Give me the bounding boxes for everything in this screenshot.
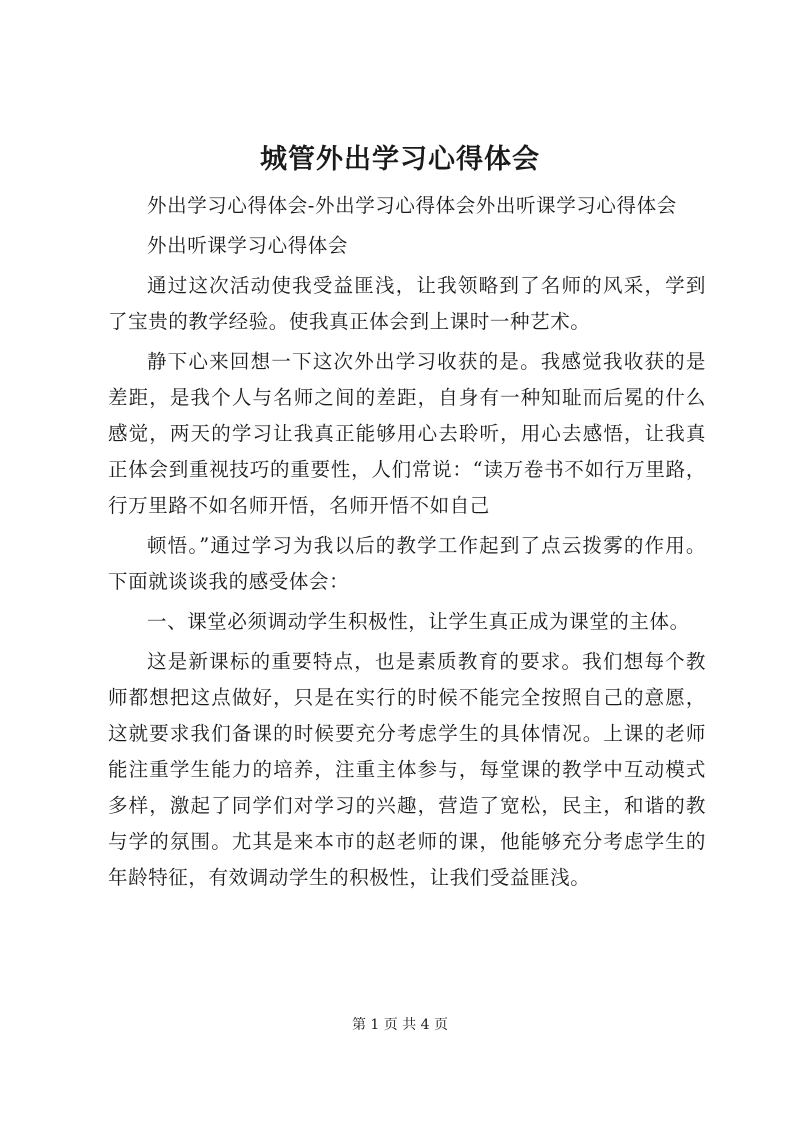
paragraph-3: 通过这次活动使我受益匪浅，让我领略到了名师的风采，学到了宝贵的教学经验。使我真正体会到上课时一种艺术。 <box>108 274 706 333</box>
page-title: 城管外出学习心得体会 <box>260 144 540 175</box>
paragraph-2: 外出听课学习心得体会 <box>147 234 349 257</box>
document-body <box>108 188 706 896</box>
page-footer: 第 1 页 共 4 页 <box>351 1017 449 1033</box>
paragraph-7: 这是新课标的重要特点，也是素质教育的要求。我们想每个教师都想把这点做好，只是在实行的时候不能完全按照自己的意愿，这就要求我们备课的时候要充分考虑学生的具体情况。上课的老师能注重学生能力的培养，注重主体参与，每堂课的教学中互动模式多样，激起了同学们对学习的兴趣，营造了宽松，民主，和谐的教与学的氛围。尤其是来本市的赵老师的课，他能够充分考虑学生的年龄特征，有效调动学生的积极性，让我们受益匪浅。 <box>108 650 706 889</box>
paragraph-6: 一、课堂必须调动学生积极性，让学生真正成为课堂的主体。 <box>147 610 690 633</box>
paragraph-5: 顿悟。”通过学习为我以后的教学工作起到了点云拨雾的作用。下面就谈谈我的感受体会： <box>108 534 706 593</box>
paragraph-1: 外出学习心得体会-外出学习心得体会外出听课学习心得体会 <box>147 194 677 217</box>
paragraph-4: 静下心来回想一下这次外出学习收获的是。我感觉我收获的是差距，是我个人与名师之间的差距，自身有一种知耻而后冕的什么感觉，两天的学习让我真正能够用心去聆听，用心去感悟，让我真正体会到重视技巧的重要性，人们常说：“读万卷书不如行万里路，行万里路不如名师开悟，名师开悟不如自己 <box>108 350 706 517</box>
